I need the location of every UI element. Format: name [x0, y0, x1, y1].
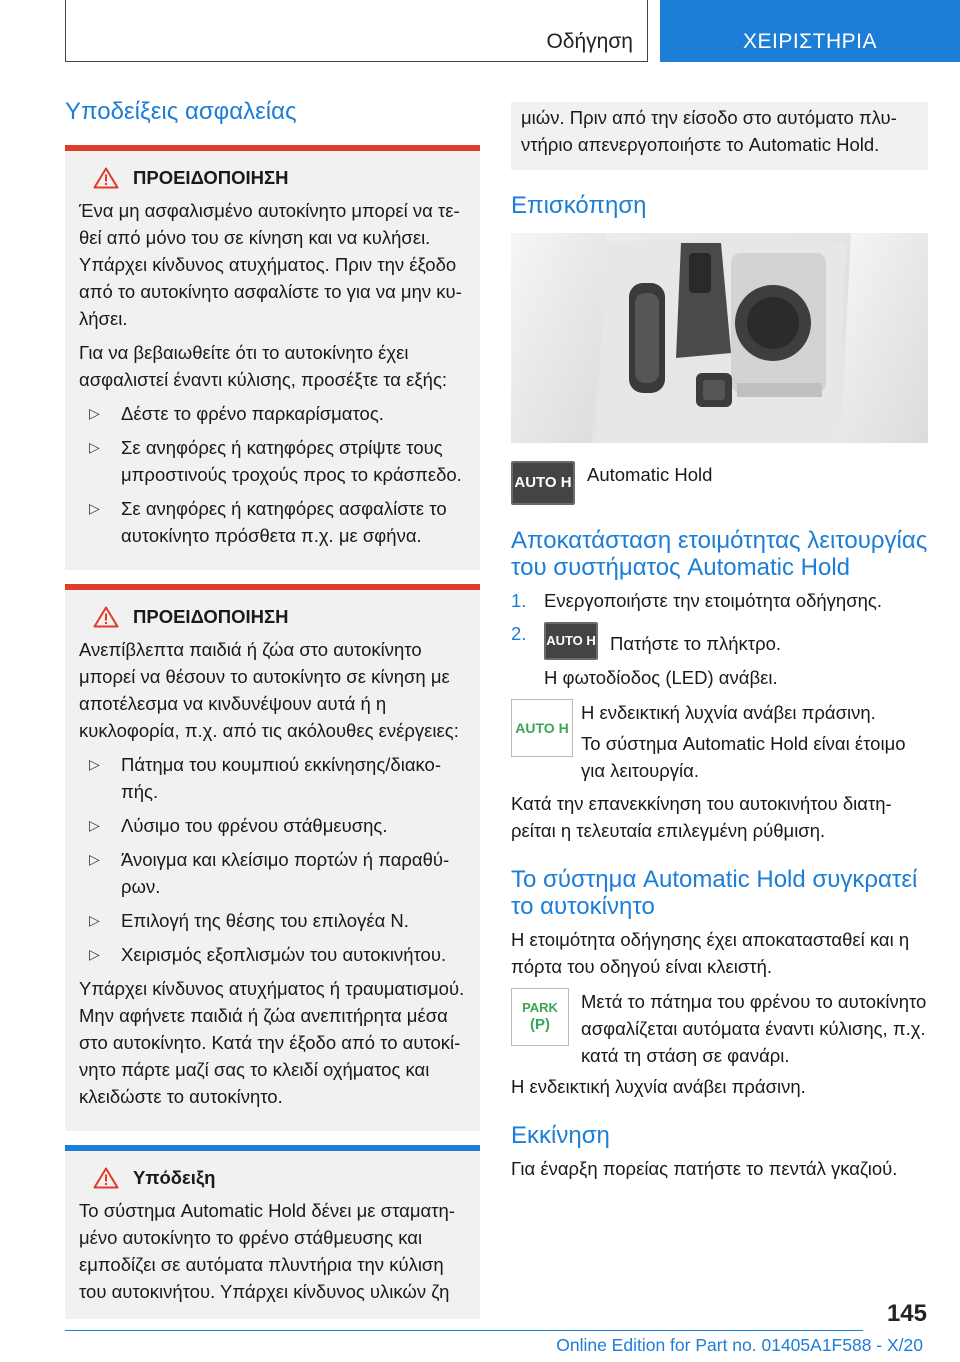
holds-title: Το σύστημα Automatic Hold συγκρατεί το αυτοκίνητο [511, 866, 918, 920]
list-item: ▷ Λύσιμο του φρένου στάθμευσης. [79, 812, 466, 839]
autoh-indicator-icon: AUTO H [511, 699, 573, 757]
note-text: Το σύστημα Automatic Hold δένει με σταματημένο αυτοκίνητο το φρένο στάθμευσης και εμποδίζει σε αυτόματα πλυντήρια την κύλιση του αυτοκινήτου. Υπάρχει κίνδυνος υλικών ζη [79, 1200, 455, 1302]
start-title: Εκκίνηση [511, 1122, 610, 1149]
indicator-text: Το σύστημα Automatic Hold είναι έτοιμο για λειτουργία. [581, 733, 906, 781]
list-item: ▷ Σε ανηφόρες ή κατηφόρες ασφαλίστε το αυτοκίνητο πρόσθετα π.χ. με σφήνα. [79, 495, 466, 549]
note-box [65, 1151, 480, 1319]
park-lamp-text: Η ενδεικτική λυχνία ανάβει πράσινη. [511, 1076, 806, 1097]
footer-edition: Online Edition for Part no. 01405A1F588 - X/20 [556, 1335, 923, 1355]
header-chapter-label: ΧΕΙΡΙΣΤΗΡΙΑ [742, 30, 877, 53]
step-item [511, 587, 928, 614]
header-chapter-tab [660, 0, 960, 62]
holds-text: Η ετοιμότητα οδήγησης έχει αποκατασταθεί και η πόρτα του οδηγού είναι κλειστή. [511, 929, 910, 977]
indicator-text: Η ενδεικτική λυχνία ανάβει πράσινη. [581, 702, 876, 723]
overview-title: Επισκόπηση [511, 192, 647, 219]
steps-list [511, 587, 928, 660]
park-text: Μετά το πάτημα του φρένου το αυτοκίνητο ασφαλίζεται αυτόματα έναντι κύλισης, π.χ. κατά τη στάση σε φανάρι. [581, 991, 927, 1066]
park-indicator-icon: PARK (P) [511, 988, 569, 1046]
led-text: Η φωτοδίοδος (LED) ανάβει. [544, 667, 778, 688]
warning-list [79, 400, 466, 549]
note-box-continued [511, 102, 928, 170]
warning-box-1 [65, 151, 480, 570]
left-column [65, 98, 480, 1319]
warning-heading: ΠΡΟΕΙΔΟΠΟΙΗΣΗ [133, 606, 289, 627]
page-number: 145 [886, 1300, 927, 1327]
autoh-caption: Automatic Hold [587, 464, 713, 485]
warning-text: Υπάρχει κίνδυνος ατυχήματος ή τραυματισμού. Μην αφήνετε παιδιά ή ζώα ανεπιτήρητα μέσα στο αυτοκίνητο. Κατά την έξοδο από το αυτοκίνητο πάρτε μαζί σας το κλειδί οχήματος και κλειδώστε το αυτοκίνητο. [79, 978, 465, 1107]
list-item: ▷ Χειρισμός εξοπλισμών του αυτοκινήτου. [79, 941, 466, 968]
warning-triangle-icon [93, 1167, 119, 1189]
list-item: ▷ Επιλογή της θέσης του επιλογέα N. [79, 907, 466, 934]
list-item: ▷ Δέστε το φρένο παρκαρίσματος. [79, 400, 466, 427]
step-text: Ενεργοποιήστε την ετοιμότητα οδήγησης. [544, 590, 882, 611]
warning-triangle-icon [93, 606, 119, 628]
header-section-label: Οδήγηση [546, 30, 633, 53]
autoh-button-icon: AUTO H [544, 622, 598, 660]
park-row [511, 988, 928, 1069]
note-heading: Υπόδειξη [133, 1167, 216, 1188]
restore-title: Αποκατάσταση ετοιμότητας λειτουργίας του συστήματος Automatic Hold [511, 527, 928, 581]
start-text: Για έναρξη πορείας πατήστε το πεντάλ γκαζιού. [511, 1158, 898, 1179]
list-item: ▷ Άνοιγμα και κλείσιμο πορτών ή παραθύρων. [79, 846, 466, 900]
step-item [511, 620, 928, 660]
warning-text: Ένα μη ασφαλισμένο αυτοκίνητο μπορεί να τεθεί από μόνο του σε κίνηση και να κυλήσει. Υπάρχει κίνδυνος ατυχήματος. Πριν την έξοδο από το αυτοκίνητο ασφαλίστε το για να μην κυλήσει. [79, 200, 462, 329]
warning-text: Για να βεβαιωθείτε ότι το αυτοκίνητο έχει ασφαλιστεί έναντι κύλισης, προσέξτε τα εξής: [79, 342, 447, 390]
safety-title: Υποδείξεις ασφαλείας [65, 98, 297, 125]
step-text: Πατήστε το πλήκτρο. [610, 633, 782, 654]
right-column [511, 102, 928, 1182]
center-console-image [511, 233, 928, 443]
warning-heading: ΠΡΟΕΙΔΟΠΟΙΗΣΗ [133, 167, 289, 188]
warning-box-2 [65, 590, 480, 1131]
autoh-button-icon: AUTO H [511, 461, 575, 505]
warning-triangle-icon [93, 167, 119, 189]
header-section-tab [65, 0, 648, 62]
restart-text: Κατά την επανεκκίνηση του αυτοκινήτου διατηρείται η τελευταία επιλεγμένη ρύθμιση. [511, 793, 892, 841]
warning-text: Ανεπίβλεπτα παιδιά ή ζώα στο αυτοκίνητο μπορεί να θέσουν το αυτοκίνητο σε κίνηση με αποτέλεσμα να κινδυνέψουν αυτά ή η κυκλοφορία, π.χ. από τις ακόλουθες ενέργειες: [79, 639, 459, 741]
warning-list [79, 751, 466, 968]
step-number: 2. [511, 623, 527, 644]
autoh-key-row [511, 461, 928, 505]
footer-rule [65, 1330, 863, 1331]
list-item: ▷ Σε ανηφόρες ή κατηφόρες στρίψτε τους μπροστινούς τροχούς προς το κράσπεδο. [79, 434, 466, 488]
note-text: μιών. Πριν από την είσοδο στο αυτόματο πλυντήριο απενεργοποιήστε το Automatic Hold. [521, 107, 897, 155]
indicator-row [511, 699, 928, 784]
list-item: ▷ Πάτημα του κουμπιού εκκίνησης/διακοπής. [79, 751, 466, 805]
step-number: 1. [511, 590, 527, 611]
console-illustration [511, 233, 928, 443]
